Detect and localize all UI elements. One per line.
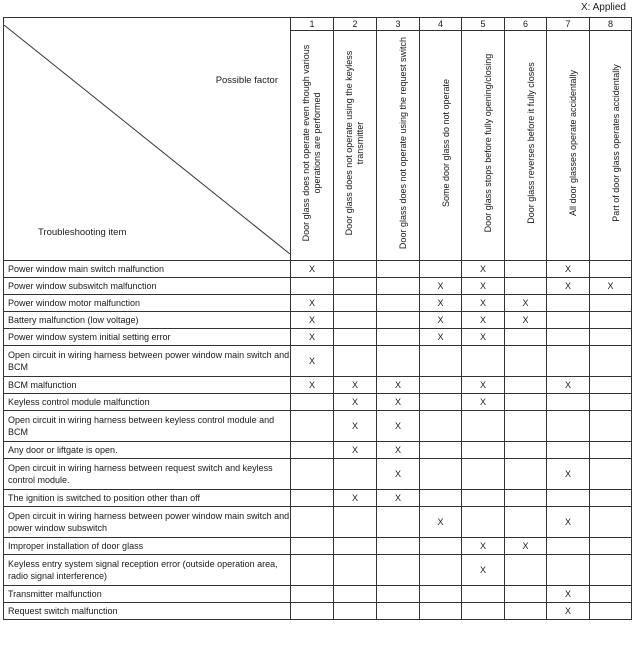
factor-number: 6 <box>505 18 547 31</box>
applied-mark <box>334 507 377 538</box>
corner-header <box>4 18 291 261</box>
applied-mark <box>377 329 420 346</box>
applied-mark: X <box>377 459 420 490</box>
applied-mark <box>590 538 632 555</box>
applied-mark <box>291 507 334 538</box>
applied-mark <box>590 346 632 377</box>
troubleshooting-item: Any door or liftgate is open. <box>4 442 291 459</box>
factor-number: 8 <box>590 18 632 31</box>
applied-mark <box>291 278 334 295</box>
applied-mark: X <box>462 261 505 278</box>
applied-mark <box>420 538 462 555</box>
applied-mark <box>377 312 420 329</box>
troubleshooting-matrix <box>3 17 632 620</box>
table-row <box>4 442 632 459</box>
applied-mark <box>590 377 632 394</box>
factor-text: Door glass does not operate using the request switch <box>398 36 408 250</box>
applied-mark <box>291 603 334 620</box>
applied-mark <box>505 346 547 377</box>
applied-mark <box>505 459 547 490</box>
applied-mark: X <box>547 603 590 620</box>
applied-mark <box>505 586 547 603</box>
applied-mark <box>420 586 462 603</box>
applied-mark <box>377 261 420 278</box>
applied-mark <box>377 538 420 555</box>
applied-mark <box>377 507 420 538</box>
applied-mark: X <box>462 394 505 411</box>
applied-mark <box>590 329 632 346</box>
applied-mark <box>334 459 377 490</box>
applied-mark <box>462 507 505 538</box>
factor-text: Door glass reverses before it fully closes <box>525 62 536 224</box>
applied-mark: X <box>462 278 505 295</box>
applied-mark <box>590 411 632 442</box>
applied-mark: X <box>547 377 590 394</box>
applied-mark <box>462 411 505 442</box>
troubleshooting-item: Power window system initial setting error <box>4 329 291 346</box>
applied-mark <box>590 394 632 411</box>
applied-mark <box>505 329 547 346</box>
troubleshooting-item: Open circuit in wiring harness between power window main switch and power window subswitch <box>4 507 291 538</box>
applied-mark: X <box>547 261 590 278</box>
applied-mark <box>590 261 632 278</box>
applied-mark: X <box>334 377 377 394</box>
applied-mark: X <box>420 278 462 295</box>
applied-mark: X <box>462 329 505 346</box>
applied-mark: X <box>590 278 632 295</box>
applied-mark <box>547 346 590 377</box>
troubleshooting-item: Open circuit in wiring harness between keyless control module and BCM <box>4 411 291 442</box>
applied-mark <box>505 507 547 538</box>
applied-mark <box>420 261 462 278</box>
applied-mark: X <box>377 442 420 459</box>
troubleshooting-item: Open circuit in wiring harness between power window main switch and BCM <box>4 346 291 377</box>
applied-mark: X <box>505 295 547 312</box>
applied-mark: X <box>462 312 505 329</box>
applied-mark <box>505 411 547 442</box>
applied-mark <box>420 603 462 620</box>
applied-mark <box>420 555 462 586</box>
table-row <box>4 603 632 620</box>
table-row <box>4 261 632 278</box>
applied-mark <box>547 329 590 346</box>
factor-header <box>420 31 462 261</box>
table-row <box>4 507 632 538</box>
applied-mark <box>547 555 590 586</box>
applied-mark: X <box>334 394 377 411</box>
applied-mark <box>547 442 590 459</box>
applied-mark <box>505 278 547 295</box>
applied-mark <box>291 586 334 603</box>
troubleshooting-item: Keyless control module malfunction <box>4 394 291 411</box>
applied-mark <box>334 312 377 329</box>
factor-number: 1 <box>291 18 334 31</box>
applied-mark <box>420 490 462 507</box>
applied-mark <box>291 459 334 490</box>
applied-mark: X <box>505 538 547 555</box>
applied-mark <box>505 261 547 278</box>
table-row <box>4 459 632 490</box>
factor-number: 4 <box>420 18 462 31</box>
troubleshooting-item: Power window subswitch malfunction <box>4 278 291 295</box>
applied-mark <box>420 346 462 377</box>
applied-mark: X <box>291 312 334 329</box>
factor-number: 5 <box>462 18 505 31</box>
applied-mark <box>462 442 505 459</box>
troubleshooting-item: BCM malfunction <box>4 377 291 394</box>
applied-mark <box>505 490 547 507</box>
applied-mark: X <box>377 394 420 411</box>
troubleshooting-item: The ignition is switched to position other than off <box>4 490 291 507</box>
applied-mark <box>505 377 547 394</box>
applied-mark <box>462 490 505 507</box>
applied-mark: X <box>291 329 334 346</box>
applied-mark <box>590 586 632 603</box>
table-row <box>4 278 632 295</box>
applied-mark: X <box>420 329 462 346</box>
legend-applied: X: Applied <box>580 2 626 13</box>
applied-mark <box>462 346 505 377</box>
applied-mark <box>334 555 377 586</box>
troubleshooting-item: Transmitter malfunction <box>4 586 291 603</box>
table-row <box>4 295 632 312</box>
applied-mark: X <box>547 459 590 490</box>
table-row <box>4 555 632 586</box>
applied-mark: X <box>334 490 377 507</box>
factor-text: Door glass does not operate using the keyless transmitter <box>344 50 365 236</box>
applied-mark <box>291 490 334 507</box>
applied-mark <box>505 394 547 411</box>
applied-mark <box>590 555 632 586</box>
applied-mark <box>377 603 420 620</box>
table-row <box>4 329 632 346</box>
applied-mark: X <box>334 442 377 459</box>
factor-text: All door glasses operate accidentally <box>568 69 578 217</box>
applied-mark <box>377 278 420 295</box>
applied-mark <box>420 459 462 490</box>
applied-mark: X <box>462 538 505 555</box>
applied-mark <box>420 377 462 394</box>
applied-mark <box>505 603 547 620</box>
applied-mark <box>505 555 547 586</box>
troubleshooting-item-label: Troubleshooting item <box>38 226 127 238</box>
applied-mark <box>547 394 590 411</box>
applied-mark <box>420 411 462 442</box>
troubleshooting-item: Power window motor malfunction <box>4 295 291 312</box>
table-row <box>4 312 632 329</box>
applied-mark <box>334 329 377 346</box>
applied-mark <box>505 442 547 459</box>
applied-mark <box>547 312 590 329</box>
applied-mark <box>547 411 590 442</box>
table-row <box>4 377 632 394</box>
possible-factor-label: Possible factor <box>215 74 278 86</box>
applied-mark <box>420 442 462 459</box>
factor-header <box>590 31 632 261</box>
troubleshooting-item: Keyless entry system signal reception error (outside operation area, radio signal interference) <box>4 555 291 586</box>
applied-mark: X <box>547 507 590 538</box>
troubleshooting-item: Open circuit in wiring harness between request switch and keyless control module. <box>4 459 291 490</box>
table-row <box>4 346 632 377</box>
applied-mark <box>334 278 377 295</box>
table-row <box>4 490 632 507</box>
applied-mark <box>377 346 420 377</box>
applied-mark <box>462 586 505 603</box>
applied-mark: X <box>420 507 462 538</box>
factor-number: 3 <box>377 18 420 31</box>
applied-mark <box>547 295 590 312</box>
factor-header <box>334 31 377 261</box>
applied-mark <box>334 295 377 312</box>
diagonal-line <box>4 25 290 254</box>
factor-header <box>462 31 505 261</box>
applied-mark <box>291 394 334 411</box>
applied-mark: X <box>291 377 334 394</box>
applied-mark: X <box>377 377 420 394</box>
factor-text: Some door glass do not operate <box>440 78 451 208</box>
applied-mark <box>291 442 334 459</box>
applied-mark: X <box>291 261 334 278</box>
applied-mark: X <box>547 278 590 295</box>
applied-mark: X <box>547 586 590 603</box>
applied-mark <box>334 586 377 603</box>
table-row <box>4 411 632 442</box>
applied-mark <box>377 586 420 603</box>
applied-mark <box>291 555 334 586</box>
table-row <box>4 538 632 555</box>
factor-text: Door glass stops before fully opening/closing <box>483 53 493 233</box>
table-row <box>4 394 632 411</box>
applied-mark <box>334 346 377 377</box>
applied-mark: X <box>291 295 334 312</box>
factor-text: Part of door glass operates accidentally <box>610 64 621 222</box>
table-row <box>4 586 632 603</box>
applied-mark: X <box>462 555 505 586</box>
applied-mark: X <box>420 312 462 329</box>
applied-mark <box>590 507 632 538</box>
factor-header <box>291 31 334 261</box>
applied-mark <box>334 538 377 555</box>
applied-mark <box>547 490 590 507</box>
factor-number: 7 <box>547 18 590 31</box>
applied-mark: X <box>334 411 377 442</box>
factor-number: 2 <box>334 18 377 31</box>
troubleshooting-item: Improper installation of door glass <box>4 538 291 555</box>
applied-mark <box>377 295 420 312</box>
applied-mark <box>547 538 590 555</box>
applied-mark: X <box>505 312 547 329</box>
applied-mark <box>590 442 632 459</box>
applied-mark <box>420 394 462 411</box>
applied-mark <box>334 261 377 278</box>
applied-mark: X <box>377 490 420 507</box>
applied-mark: X <box>291 346 334 377</box>
applied-mark <box>377 555 420 586</box>
troubleshooting-item: Power window main switch malfunction <box>4 261 291 278</box>
applied-mark <box>334 603 377 620</box>
applied-mark <box>590 295 632 312</box>
applied-mark <box>590 490 632 507</box>
applied-mark <box>291 411 334 442</box>
factor-text: Door glass does not operate even though various operations are performed <box>301 44 322 242</box>
troubleshooting-item: Request switch malfunction <box>4 603 291 620</box>
applied-mark <box>590 603 632 620</box>
applied-mark <box>291 538 334 555</box>
applied-mark: X <box>377 411 420 442</box>
applied-mark: X <box>462 377 505 394</box>
factor-header <box>547 31 590 261</box>
applied-mark <box>462 603 505 620</box>
applied-mark: X <box>420 295 462 312</box>
matrix-body <box>4 261 632 620</box>
applied-mark: X <box>462 295 505 312</box>
applied-mark <box>590 459 632 490</box>
applied-mark <box>462 459 505 490</box>
troubleshooting-item: Battery malfunction (low voltage) <box>4 312 291 329</box>
factor-header <box>505 31 547 261</box>
applied-mark <box>590 312 632 329</box>
factor-header <box>377 31 420 261</box>
